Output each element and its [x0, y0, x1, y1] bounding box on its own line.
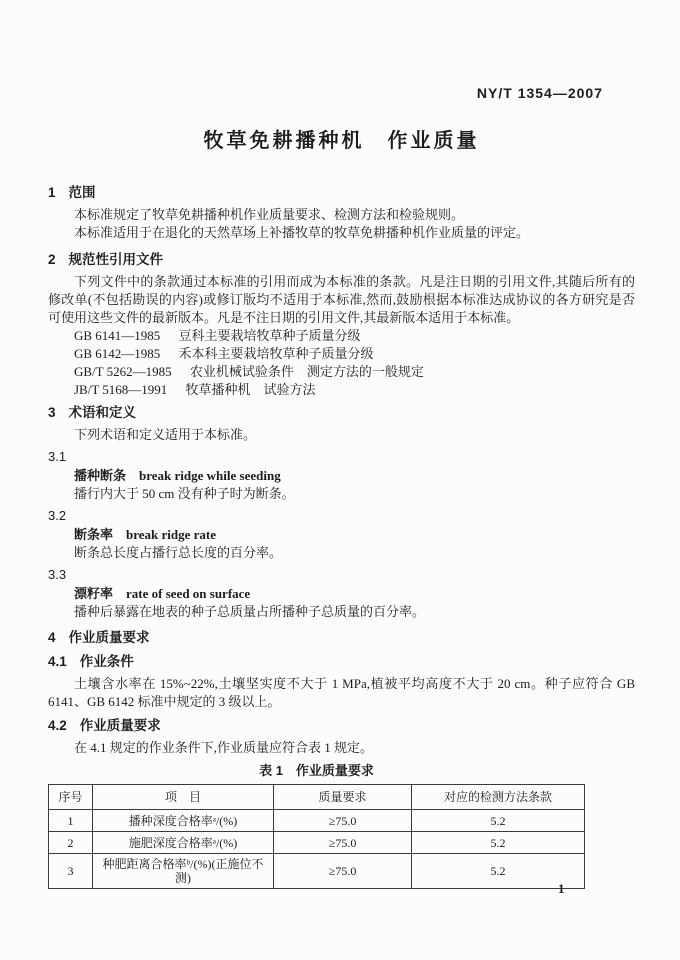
- term-definition: 播种后暴露在地表的种子总质量占所播种子总质量的百分率。: [74, 604, 426, 619]
- term-definition: 断条总长度占播行总长度的百分率。: [74, 545, 283, 560]
- reference-code: GB 6142—1985: [74, 346, 161, 361]
- section-4-2-heading: [48, 717, 635, 735]
- term-definition: 播行内大于 50 cm 没有种子时为断条。: [74, 486, 295, 501]
- cell-test-method-clause: 5.2: [412, 854, 585, 889]
- quality-requirements-paragraph: 在 4.1 规定的作业条件下,作业质量应符合表 1 规定。: [74, 740, 374, 755]
- reference-code: GB 6141—1985: [74, 328, 161, 343]
- header-test-method-clause: 对应的检测方法条款: [412, 785, 585, 810]
- reference-name: 牧草播种机 试验方法: [185, 382, 316, 397]
- header-item: 项 目: [92, 785, 273, 810]
- cell-quality-requirement: ≥75.0: [274, 832, 412, 854]
- term-english: rate of seed on surface: [126, 586, 251, 601]
- operating-conditions-paragraph: 土壤含水率在 15%~22%,土壤坚实度不大于 1 MPa,植被平均高度不大于 20 cm。种子应符合 GB 6141、GB 6142 标准中规定的 3 级以上。: [48, 676, 635, 709]
- cell-item: 种肥距离合格率ᵇ/(%)(正施位不测): [92, 854, 273, 889]
- term-entry: [48, 467, 635, 485]
- cell-quality-requirement: ≥75.0: [274, 854, 412, 889]
- table-row: [49, 810, 585, 832]
- reference-name: 豆科主要栽培牧草种子质量分级: [178, 328, 361, 343]
- cell-test-method-clause: 5.2: [412, 832, 585, 854]
- section-3-heading: [48, 404, 635, 422]
- term-english: break ridge while seeding: [139, 468, 281, 483]
- section-number: 3: [48, 405, 56, 420]
- cell-serial-number: 2: [49, 832, 93, 854]
- section-title: 术语和定义: [68, 405, 137, 420]
- reference-item: [48, 363, 635, 381]
- header-serial-number: 序号: [49, 785, 93, 810]
- quality-requirements-table: [48, 784, 585, 889]
- reference-name: 禾本科主要栽培牧草种子质量分级: [178, 346, 374, 361]
- table-1-caption: 表 1 作业质量要求: [259, 763, 374, 778]
- section-title: 范围: [68, 185, 96, 200]
- reference-code: JB/T 5168—1991: [74, 382, 168, 397]
- term-english: break ridge rate: [126, 527, 217, 542]
- table-row: [49, 854, 585, 889]
- table-header-row: [49, 785, 585, 810]
- document-title: 牧草免耕播种机 作业质量: [203, 130, 480, 152]
- scope-paragraph-1: 本标准规定了牧草免耕播种机作业质量要求、检测方法和检验规则。: [74, 207, 465, 222]
- cell-serial-number: 1: [49, 810, 93, 832]
- section-2-heading: [48, 251, 635, 269]
- term-chinese: 断条率: [74, 527, 114, 542]
- terms-intro: 下列术语和定义适用于本标准。: [74, 427, 257, 442]
- scope-paragraph-2: 本标准适用于在退化的天然草场上补播牧草的牧草免耕播种机作业质量的评定。: [74, 225, 530, 240]
- term-entry: [48, 526, 635, 544]
- reference-name: 农业机械试验条件 测定方法的一般规定: [189, 364, 424, 379]
- reference-item: [48, 345, 635, 363]
- section-title: 作业质量要求: [68, 630, 150, 645]
- section-4-1-heading: [48, 653, 635, 671]
- cell-item: 播种深度合格率ᵃ/(%): [92, 810, 273, 832]
- reference-item: [48, 381, 635, 399]
- header-quality-requirement: 质量要求: [274, 785, 412, 810]
- standard-code: NY/T 1354—2007: [476, 85, 603, 101]
- normative-references-intro: 下列文件中的条款通过本标准的引用而成为本标准的条款。凡是注日期的引用文件,其随后所有的修改单(不包括勘误的内容)或修订版均不适用于本标准,然而,鼓励根据本标准达成协议的各方研究是否可使用这些文件的最新版本。凡是不注日期的引用文件,其最新版本适用于本标准。: [48, 274, 635, 325]
- reference-code: GB/T 5262—1985: [74, 364, 172, 379]
- section-number: 4: [48, 630, 56, 645]
- term-entry: [48, 585, 635, 603]
- cell-quality-requirement: ≥75.0: [274, 810, 412, 832]
- term-chinese: 漂籽率: [74, 586, 114, 601]
- term-number: 3.2: [48, 508, 67, 523]
- section-4-heading: [48, 629, 635, 647]
- section-number: 4.2: [48, 718, 67, 733]
- section-title: 作业条件: [79, 654, 134, 669]
- section-number: 4.1: [48, 654, 67, 669]
- term-number: 3.3: [48, 567, 67, 582]
- reference-list: [48, 327, 635, 399]
- section-1-heading: [48, 184, 635, 202]
- reference-item: [48, 327, 635, 345]
- section-title: 规范性引用文件: [68, 252, 164, 267]
- cell-serial-number: 3: [49, 854, 93, 889]
- section-number: 2: [48, 252, 56, 267]
- cell-test-method-clause: 5.2: [412, 810, 585, 832]
- cell-item: 施肥深度合格率ᵃ/(%): [92, 832, 273, 854]
- section-title: 作业质量要求: [79, 718, 161, 733]
- term-chinese: 播种断条: [74, 468, 127, 483]
- table-row: [49, 832, 585, 854]
- page-number: 1: [558, 881, 565, 896]
- section-number: 1: [48, 185, 56, 200]
- term-number: 3.1: [48, 449, 67, 464]
